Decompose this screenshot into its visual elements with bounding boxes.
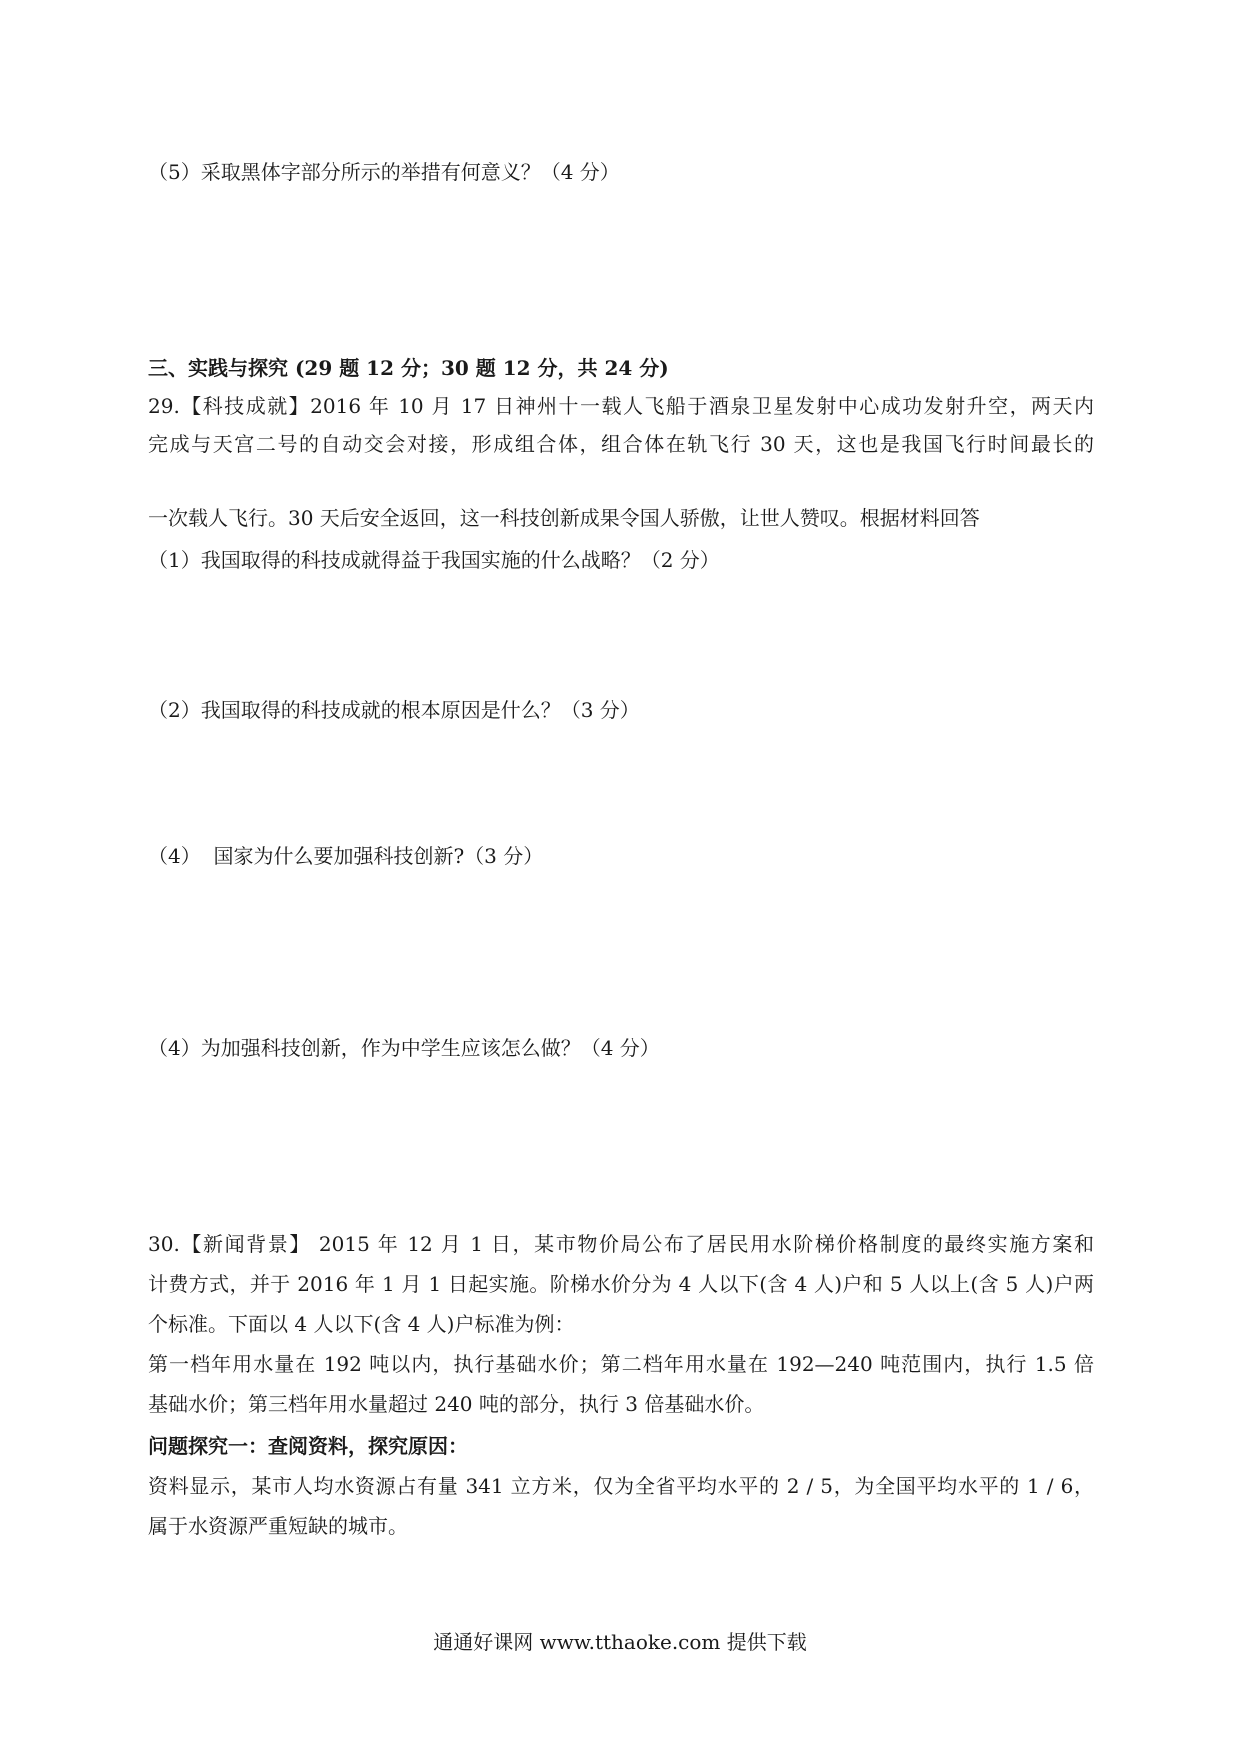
q30-explore-1-title: 问题探究一：查阅资料，探究原因： <box>148 1434 468 1458</box>
q30-background-line-2: 计费方式，并于 2016 年 1 月 1 日起实施。阶梯水价分为 4 人以下(含 4 人)户和 5 人以上(含 5 人)户两 <box>148 1272 1094 1296</box>
q29-material-line-2: 完成与天宫二号的自动交会对接，形成组合体，组合体在轨飞行 30 天，这也是我国飞行时间最长的 <box>148 432 1094 456</box>
q29-material-line-3: 一次载人飞行。30 天后安全返回，这一科技创新成果令国人骄傲，让世人赞叹。根据材料回答 <box>148 506 980 530</box>
q29-material-line-1: 29.【科技成就】2016 年 10 月 17 日神州十一载人飞船于酒泉卫星发射中心成功发射升空，两天内 <box>148 394 1094 418</box>
page-footer: 通通好课网 www.tthaoke.com 提供下载 <box>433 1630 807 1654</box>
section-3-title: 三、实践与探究 (29 题 12 分；30 题 12 分，共 24 分) <box>148 356 669 380</box>
q29-subquestion-1: （1）我国取得的科技成就得益于我国实施的什么战略？（2 分） <box>148 548 720 572</box>
question-5-meaning: （5）采取黑体字部分所示的举措有何意义？（4 分） <box>148 160 620 184</box>
q30-background-line-3: 个标准。下面以 4 人以下(含 4 人)户标准为例： <box>148 1312 575 1336</box>
q30-explore-1-line-1: 资料显示，某市人均水资源占有量 341 立方米，仅为全省平均水平的 2 / 5，为全国平均水平的 1 / 6， <box>148 1474 1094 1498</box>
q30-tier-line-1: 第一档年用水量在 192 吨以内，执行基础水价；第二档年用水量在 192—240 吨范围内，执行 1.5 倍 <box>148 1352 1094 1376</box>
q29-subquestion-3: （4） 国家为什么要加强科技创新?（3 分） <box>148 844 544 868</box>
q29-subquestion-2: （2）我国取得的科技成就的根本原因是什么？（3 分） <box>148 698 640 722</box>
q30-explore-1-line-2: 属于水资源严重短缺的城市。 <box>148 1514 408 1538</box>
q29-subquestion-4: （4）为加强科技创新，作为中学生应该怎么做？（4 分） <box>148 1036 660 1060</box>
q30-background-line-1: 30.【新闻背景】 2015 年 12 月 1 日，某市物价局公布了居民用水阶梯价格制度的最终实施方案和 <box>148 1232 1094 1256</box>
q30-tier-line-2: 基础水价；第三档年用水量超过 240 吨的部分，执行 3 倍基础水价。 <box>148 1392 765 1416</box>
